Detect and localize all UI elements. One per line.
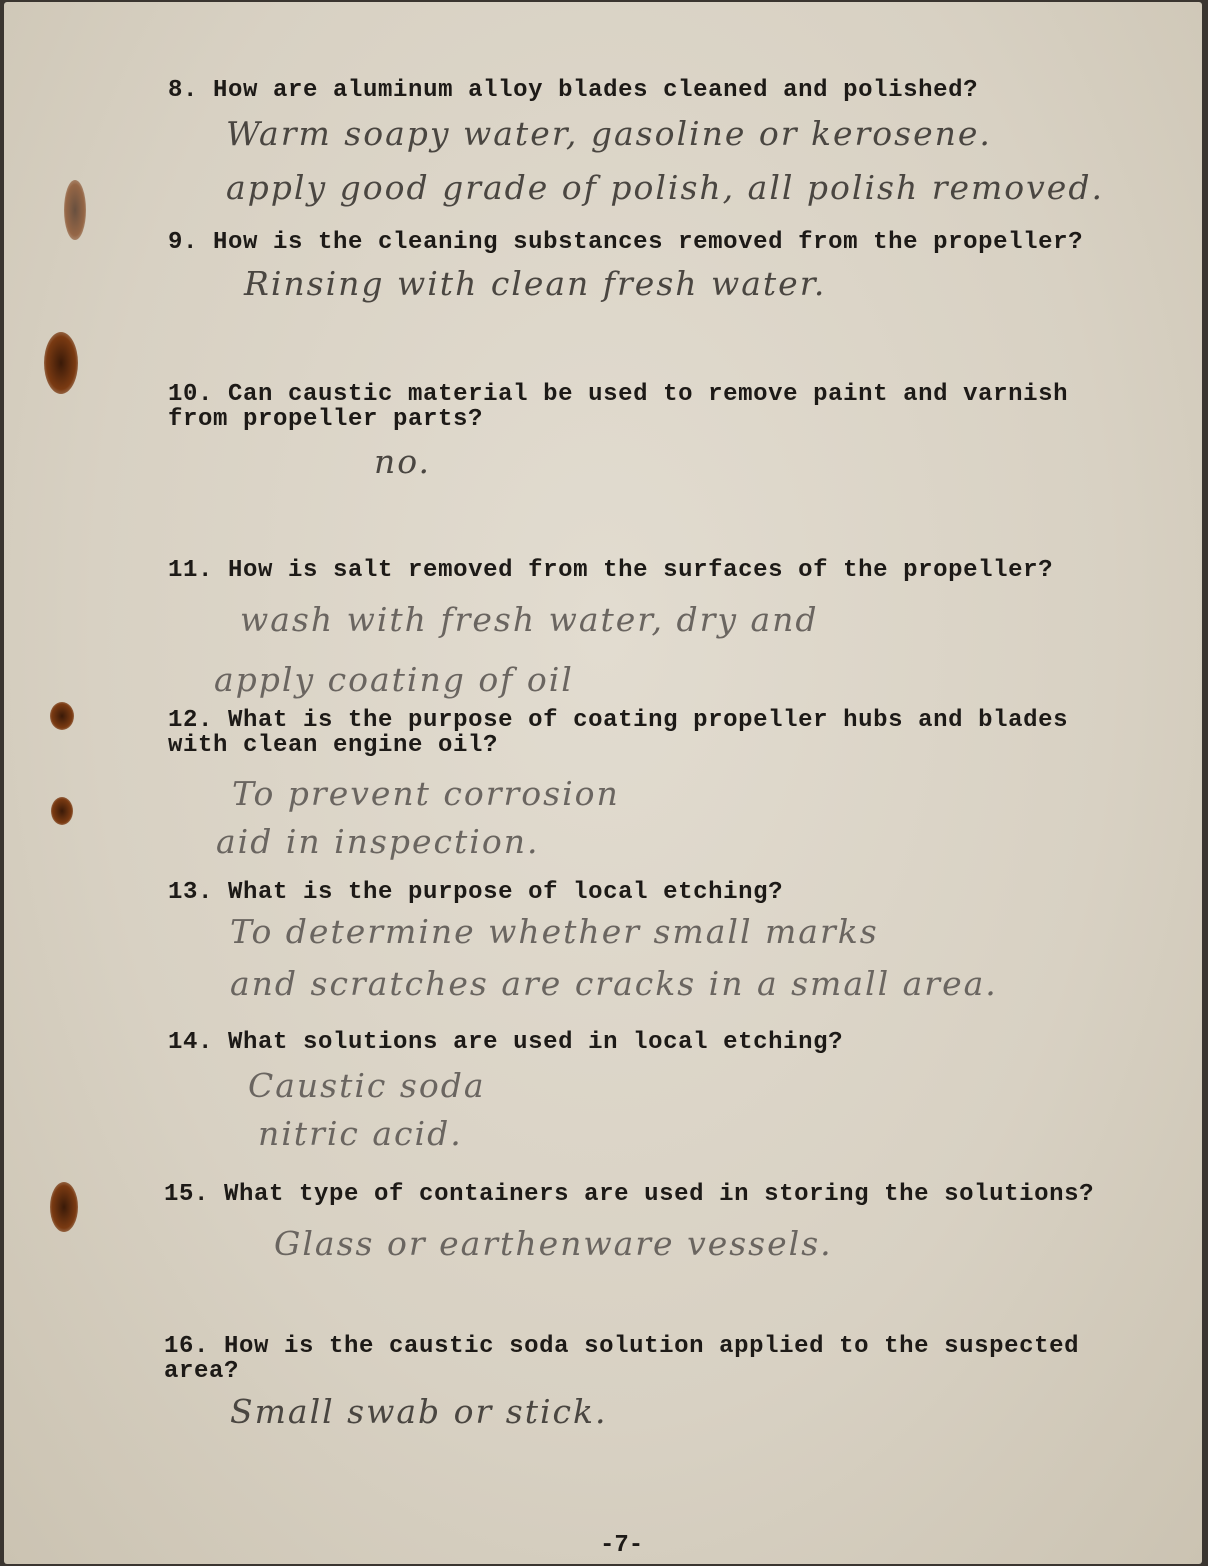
question-11: 11. How is salt removed from the surfaces of the propeller?: [168, 557, 1054, 584]
stain: [50, 1182, 78, 1232]
answer-13-line1: To determine whether small marks: [230, 912, 879, 951]
question-9: 9. How is the cleaning substances removed from the propeller?: [168, 229, 1084, 256]
question-13: 13. What is the purpose of local etching?: [168, 879, 784, 906]
answer-12-line1: To prevent corrosion: [232, 774, 620, 813]
answer-15: Glass or earthenware vessels.: [274, 1224, 833, 1263]
answer-11-line2: apply coating of oil: [214, 660, 574, 699]
answer-10: no.: [374, 442, 432, 481]
answer-8-line1: Warm soapy water, gasoline or kerosene.: [226, 114, 992, 153]
question-12: 12. What is the purpose of coating propeller hubs and blades with clean engine oil?: [168, 707, 1069, 759]
answer-12-line2: aid in inspection.: [216, 822, 540, 861]
question-15: 15. What type of containers are used in storing the solutions?: [164, 1181, 1095, 1208]
answer-14-line2: nitric acid.: [258, 1114, 463, 1153]
page-number: -7-: [600, 1532, 644, 1559]
question-14: 14. What solutions are used in local etching?: [168, 1029, 844, 1056]
document-page: [4, 2, 1202, 1564]
question-16: 16. How is the caustic soda solution applied to the suspected area?: [164, 1333, 1080, 1385]
stain: [50, 702, 74, 730]
answer-9: Rinsing with clean fresh water.: [244, 264, 827, 303]
answer-8-line2: apply good grade of polish, all polish removed.: [226, 168, 1104, 207]
question-10: 10. Can caustic material be used to remove paint and varnish from propeller parts?: [168, 381, 1069, 433]
answer-16: Small swab or stick.: [230, 1392, 608, 1431]
answer-11-line1: wash with fresh water, dry and: [240, 600, 819, 639]
stain: [44, 332, 78, 394]
stain: [51, 797, 73, 825]
question-8: 8. How are aluminum alloy blades cleaned and polished?: [168, 77, 979, 104]
answer-14-line1: Caustic soda: [248, 1066, 486, 1105]
stain: [64, 180, 86, 240]
answer-13-line2: and scratches are cracks in a small area.: [230, 964, 998, 1003]
